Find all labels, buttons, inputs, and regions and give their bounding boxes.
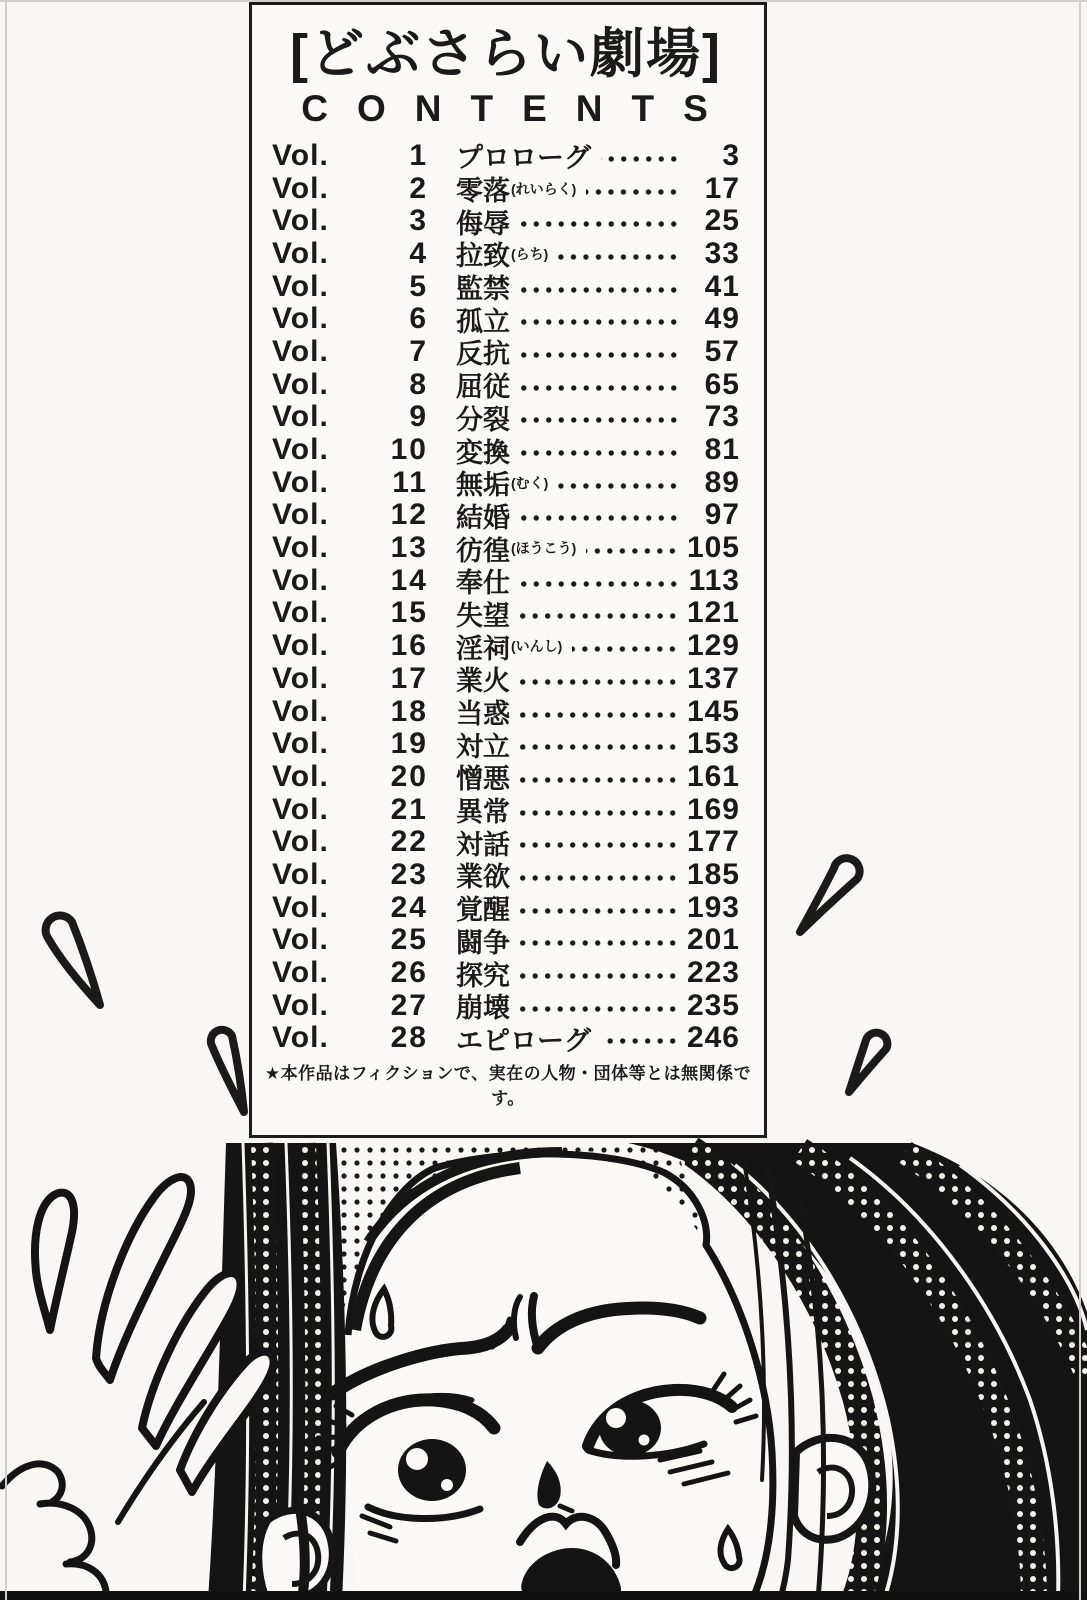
page-number: 73 xyxy=(704,400,740,434)
dot-leader xyxy=(520,838,679,852)
page-number: 185 xyxy=(686,857,740,891)
volume-number: 8 xyxy=(409,367,428,401)
toc-row xyxy=(272,499,740,532)
volume-number: 12 xyxy=(390,498,428,532)
book-title: [どぶさらい劇場] xyxy=(290,24,722,84)
toc-row xyxy=(272,139,740,172)
volume-prefix: Vol. xyxy=(272,531,329,565)
volume-number: 22 xyxy=(390,825,428,859)
chapter-furigana: (むく) xyxy=(511,474,549,491)
toc-row xyxy=(272,336,740,369)
volume-label xyxy=(272,237,442,271)
page-number: 169 xyxy=(686,792,740,826)
volume-prefix: Vol. xyxy=(272,857,329,891)
toc-row xyxy=(272,957,740,990)
volume-number: 3 xyxy=(409,204,428,238)
volume-prefix: Vol. xyxy=(272,792,329,826)
dot-leader xyxy=(520,413,680,427)
chapter-title: 結婚 xyxy=(456,502,510,533)
scan-edge-top xyxy=(0,0,1087,2)
dot-leader xyxy=(520,773,679,787)
volume-number: 24 xyxy=(390,890,428,924)
dot-leader xyxy=(586,544,679,558)
volume-prefix: Vol. xyxy=(272,596,329,630)
volume-number: 2 xyxy=(409,171,428,205)
volume-number: 26 xyxy=(390,956,428,990)
volume-prefix: Vol. xyxy=(272,563,329,597)
chapter-title: 業火 xyxy=(456,666,510,697)
toc-row xyxy=(272,989,740,1022)
toc-row xyxy=(272,859,740,892)
dot-leader xyxy=(520,806,679,820)
dot-leader xyxy=(520,217,680,231)
page-number: 129 xyxy=(686,629,740,663)
page-number: 105 xyxy=(686,531,740,565)
dot-leader xyxy=(586,185,680,199)
volume-number: 5 xyxy=(409,269,428,303)
chapter-title: 覚醒 xyxy=(456,895,510,926)
contents-box xyxy=(249,2,767,1138)
scan-edge-left xyxy=(5,0,7,1600)
volume-number: 17 xyxy=(390,661,428,695)
volume-prefix: Vol. xyxy=(272,400,329,434)
dot-leader xyxy=(520,936,679,950)
volume-label xyxy=(272,270,442,304)
volume-prefix: Vol. xyxy=(272,302,329,336)
toc-row xyxy=(272,924,740,957)
toc-row xyxy=(272,532,740,565)
dot-leader xyxy=(520,315,680,329)
toc-row xyxy=(272,1022,740,1055)
volume-prefix: Vol. xyxy=(272,988,329,1022)
toc-row xyxy=(272,303,740,336)
chapter-title: 憎悪 xyxy=(456,764,510,795)
volume-label xyxy=(272,531,442,565)
toc-row xyxy=(272,172,740,205)
chapter-title: 奉仕 xyxy=(456,568,510,599)
volume-prefix: Vol. xyxy=(272,694,329,728)
volume-label xyxy=(272,956,442,990)
volume-number: 1 xyxy=(409,138,428,172)
dot-leader xyxy=(520,740,679,754)
volume-label xyxy=(272,1021,442,1055)
chapter-title: 対話 xyxy=(456,829,510,860)
chapter-title: 業欲 xyxy=(456,862,510,893)
page-number: 17 xyxy=(704,171,740,205)
page-number: 49 xyxy=(704,302,740,336)
page-number: 41 xyxy=(704,269,740,303)
toc-rows xyxy=(272,139,740,1054)
dot-leader xyxy=(520,871,679,885)
toc-row xyxy=(272,761,740,794)
chapter-title: 孤立 xyxy=(456,306,510,337)
volume-label xyxy=(272,368,442,402)
volume-label xyxy=(272,302,442,336)
chapter-title: 拉致 xyxy=(456,241,510,272)
toc-row xyxy=(272,597,740,630)
chapter-title: 彷徨 xyxy=(456,535,510,566)
toc-row xyxy=(272,630,740,663)
page-number: 81 xyxy=(704,433,740,467)
volume-label xyxy=(272,564,442,598)
volume-label xyxy=(272,858,442,892)
dot-leader xyxy=(520,283,680,297)
volume-number: 28 xyxy=(390,1021,428,1055)
volume-prefix: Vol. xyxy=(272,367,329,401)
chapter-title: 当惑 xyxy=(456,699,510,730)
volume-number: 4 xyxy=(409,236,428,270)
chapter-title: プロローグ xyxy=(456,143,591,174)
dot-leader xyxy=(520,511,680,525)
volume-prefix: Vol. xyxy=(272,236,329,270)
volume-prefix: Vol. xyxy=(272,269,329,303)
volume-prefix: Vol. xyxy=(272,465,329,499)
chapter-title: 闘争 xyxy=(456,927,510,958)
chapter-title: 変換 xyxy=(456,437,510,468)
chapter-title: 無垢 xyxy=(456,470,510,501)
dot-leader xyxy=(601,1034,679,1048)
chapter-title: 探究 xyxy=(456,960,510,991)
toc-row xyxy=(272,662,740,695)
chapter-title: 崩壊 xyxy=(456,993,510,1024)
page-number: 223 xyxy=(686,956,740,990)
page-number: 235 xyxy=(686,988,740,1022)
contents-heading: CONTENTS xyxy=(301,88,737,130)
chapter-title: 反抗 xyxy=(456,339,510,370)
volume-number: 13 xyxy=(390,531,428,565)
volume-prefix: Vol. xyxy=(272,629,329,663)
chapter-title: 屈従 xyxy=(456,372,510,403)
volume-prefix: Vol. xyxy=(272,1021,329,1055)
page-number: 153 xyxy=(686,727,740,761)
page-number: 97 xyxy=(704,498,740,532)
chapter-title: 零落 xyxy=(456,176,510,207)
page-number: 145 xyxy=(686,694,740,728)
disclaimer-note: ★本作品はフィクションで、実在の人物・団体等とは無関係です。 xyxy=(264,1064,752,1108)
volume-prefix: Vol. xyxy=(272,204,329,238)
volume-label xyxy=(272,662,442,696)
volume-label xyxy=(272,466,442,500)
toc-row xyxy=(272,695,740,728)
volume-label xyxy=(272,923,442,957)
dot-leader xyxy=(601,152,680,166)
page-number: 33 xyxy=(704,236,740,270)
dot-leader xyxy=(520,609,679,623)
dot-leader xyxy=(572,642,679,656)
page-number: 89 xyxy=(704,465,740,499)
volume-number: 10 xyxy=(390,433,428,467)
volume-number: 14 xyxy=(390,563,428,597)
toc-row xyxy=(272,891,740,924)
volume-prefix: Vol. xyxy=(272,825,329,859)
volume-number: 19 xyxy=(390,727,428,761)
right-ear xyxy=(794,1438,872,1540)
chapter-title: 侮辱 xyxy=(456,208,510,239)
chapter-furigana: (ほうこう) xyxy=(511,540,577,557)
page-number: 113 xyxy=(688,563,740,597)
chapter-title: 淫祠 xyxy=(456,633,510,664)
volume-label xyxy=(272,204,442,238)
dot-leader xyxy=(520,348,680,362)
dot-leader xyxy=(520,708,679,722)
toc-row xyxy=(272,793,740,826)
volume-number: 11 xyxy=(392,465,428,499)
page-number: 193 xyxy=(686,890,740,924)
dot-leader xyxy=(520,904,679,918)
dot-leader xyxy=(520,1002,679,1016)
hair-left-curtain xyxy=(208,1143,346,1600)
volume-label xyxy=(272,596,442,630)
toc-row xyxy=(272,401,740,434)
page-number: 57 xyxy=(704,334,740,368)
chapter-furigana: (らち) xyxy=(511,245,549,262)
dot-leader xyxy=(520,446,680,460)
volume-label xyxy=(272,335,442,369)
page-number: 65 xyxy=(704,367,740,401)
volume-prefix: Vol. xyxy=(272,433,329,467)
page-number: 137 xyxy=(686,661,740,695)
volume-number: 9 xyxy=(409,400,428,434)
volume-prefix: Vol. xyxy=(272,498,329,532)
scan-edge-right xyxy=(1079,0,1081,1600)
volume-number: 27 xyxy=(390,988,428,1022)
toc-row xyxy=(272,434,740,467)
volume-label xyxy=(272,793,442,827)
volume-prefix: Vol. xyxy=(272,890,329,924)
chapter-title: 失望 xyxy=(456,600,510,631)
page-number: 161 xyxy=(686,759,740,793)
volume-label xyxy=(272,989,442,1023)
volume-label xyxy=(272,433,442,467)
volume-label xyxy=(272,629,442,663)
dot-leader xyxy=(558,479,680,493)
volume-prefix: Vol. xyxy=(272,759,329,793)
volume-label xyxy=(272,891,442,925)
volume-prefix: Vol. xyxy=(272,171,329,205)
page-number: 121 xyxy=(686,596,740,630)
volume-number: 23 xyxy=(390,857,428,891)
toc-row xyxy=(272,238,740,271)
volume-number: 16 xyxy=(390,629,428,663)
volume-label xyxy=(272,695,442,729)
volume-prefix: Vol. xyxy=(272,334,329,368)
volume-label xyxy=(272,400,442,434)
volume-label xyxy=(272,760,442,794)
volume-prefix: Vol. xyxy=(272,138,329,172)
toc-row xyxy=(272,466,740,499)
toc-row xyxy=(272,826,740,859)
volume-prefix: Vol. xyxy=(272,956,329,990)
chapter-title: 監禁 xyxy=(456,274,510,305)
chapter-title: 分裂 xyxy=(456,404,510,435)
volume-label xyxy=(272,172,442,206)
chapter-furigana: (いんし) xyxy=(511,638,563,655)
volume-prefix: Vol. xyxy=(272,661,329,695)
page-number: 246 xyxy=(686,1021,740,1055)
volume-number: 18 xyxy=(390,694,428,728)
volume-label xyxy=(272,727,442,761)
volume-number: 20 xyxy=(390,759,428,793)
page-number: 25 xyxy=(704,204,740,238)
chapter-title: エピローグ xyxy=(456,1025,591,1056)
volume-number: 21 xyxy=(390,792,428,826)
page-number: 3 xyxy=(722,138,740,172)
dot-leader xyxy=(520,675,679,689)
chapter-title: 対立 xyxy=(456,731,510,762)
volume-label xyxy=(272,825,442,859)
volume-number: 25 xyxy=(390,923,428,957)
dot-leader xyxy=(520,577,680,591)
chapter-title: 異常 xyxy=(456,797,510,828)
toc-row xyxy=(272,728,740,761)
volume-number: 7 xyxy=(409,334,428,368)
volume-prefix: Vol. xyxy=(272,923,329,957)
page-bottom-border xyxy=(0,1591,1087,1600)
toc-row xyxy=(272,564,740,597)
volume-number: 15 xyxy=(390,596,428,630)
dot-leader xyxy=(520,381,680,395)
page-number: 201 xyxy=(686,923,740,957)
page-number: 177 xyxy=(686,825,740,859)
toc-row xyxy=(272,270,740,303)
volume-label xyxy=(272,139,442,173)
volume-prefix: Vol. xyxy=(272,727,329,761)
volume-label xyxy=(272,498,442,532)
toc-row xyxy=(272,368,740,401)
dot-leader xyxy=(520,969,679,983)
dot-leader xyxy=(558,250,680,264)
toc-row xyxy=(272,205,740,238)
chapter-furigana: (れいらく) xyxy=(511,180,577,197)
volume-number: 6 xyxy=(409,302,428,336)
